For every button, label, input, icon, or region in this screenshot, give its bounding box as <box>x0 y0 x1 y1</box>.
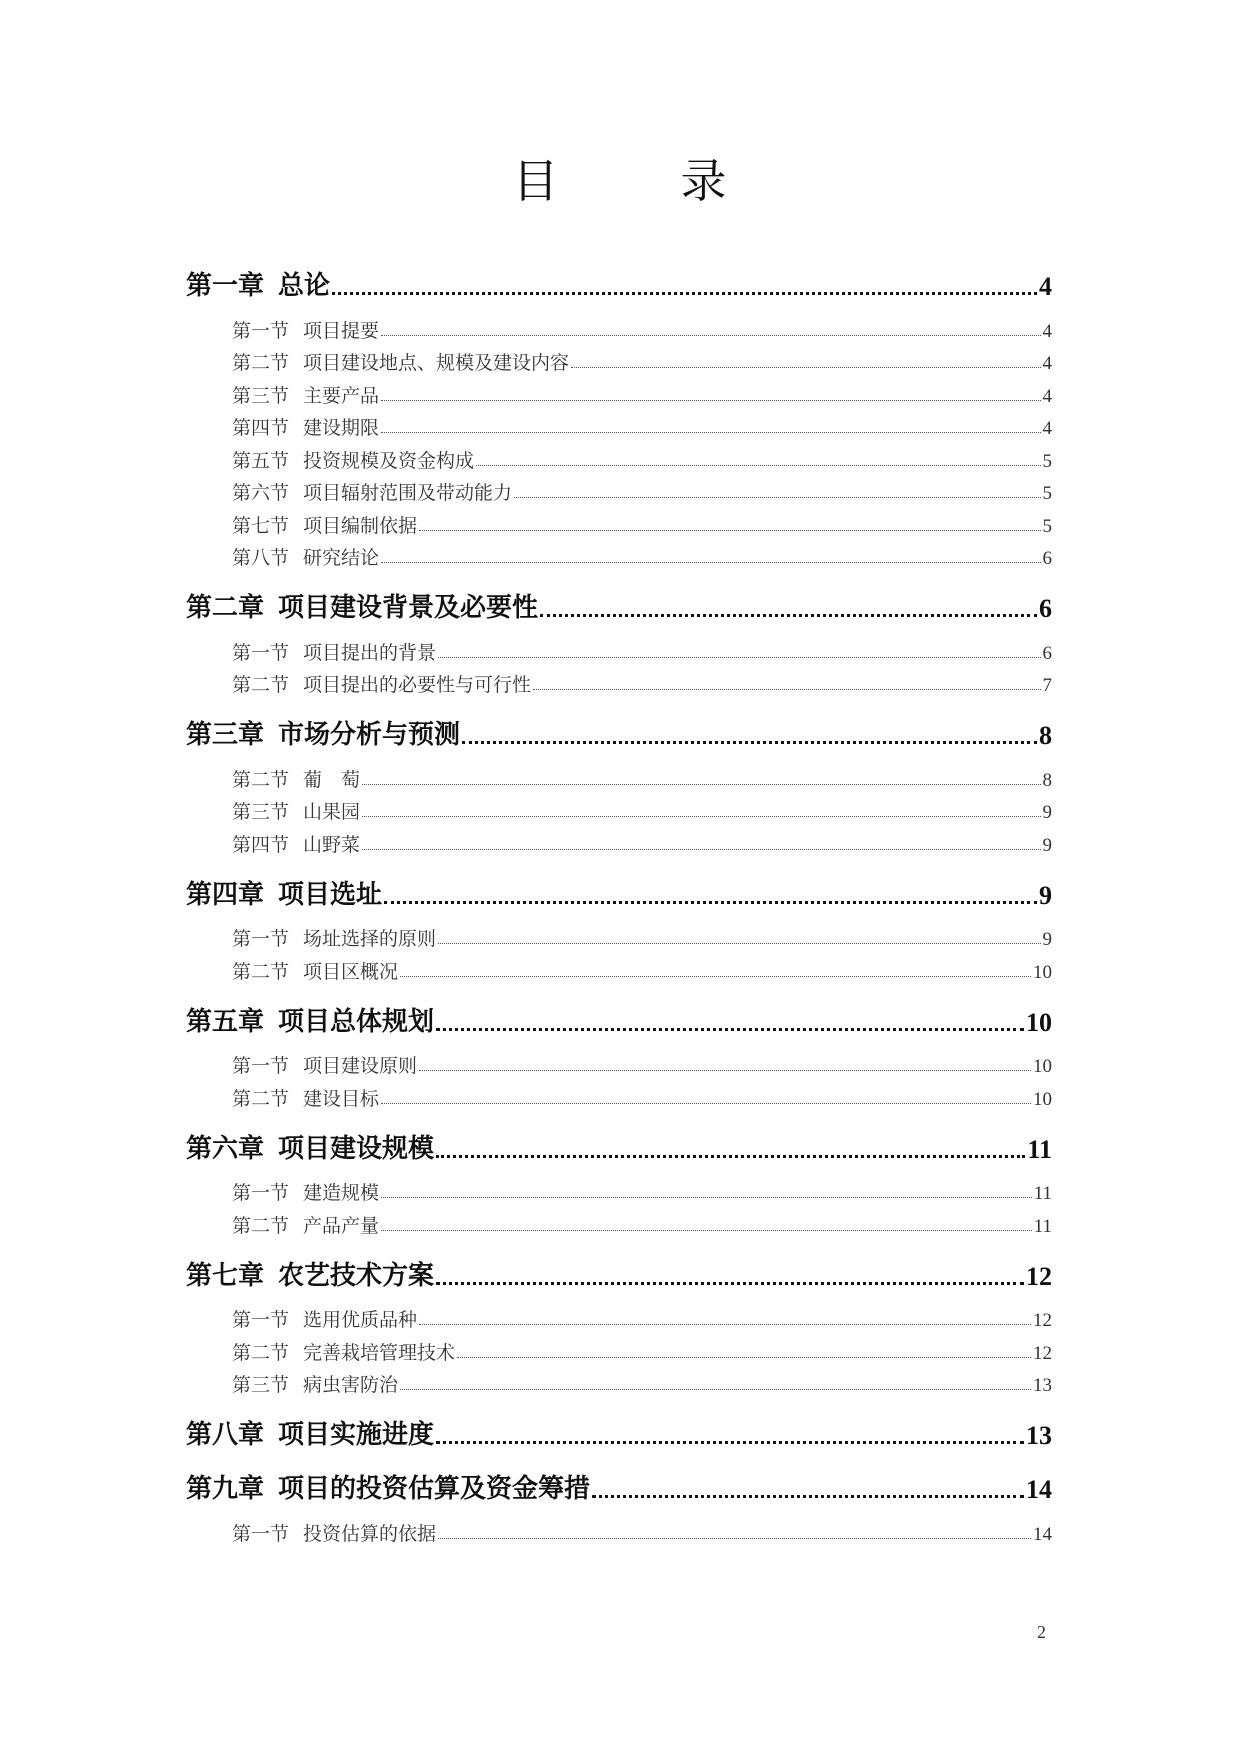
section-number: 第二节 <box>232 1341 290 1364</box>
toc-section-entry[interactable] <box>186 1078 1052 1111</box>
section-page-number: 4 <box>1042 353 1052 374</box>
section-page-number: 9 <box>1042 802 1052 823</box>
toc-section-entry[interactable] <box>186 951 1052 984</box>
section-page-number: 11 <box>1033 1183 1052 1204</box>
section-page-number: 5 <box>1042 450 1052 472</box>
section-number: 第一节 <box>232 319 290 342</box>
section-number: 第一节 <box>232 1522 290 1545</box>
toc-section-entry[interactable] <box>186 1365 1052 1398</box>
toc-section-entry[interactable] <box>186 473 1052 506</box>
dot-leader <box>436 1155 1025 1158</box>
section-page-number: 9 <box>1042 834 1052 856</box>
toc-section-entry[interactable] <box>186 792 1052 825</box>
chapter-number: 第七章 <box>186 1260 265 1291</box>
section-title: 建设期限 <box>303 417 380 439</box>
section-page-number: 10 <box>1033 1056 1052 1077</box>
dot-leader <box>419 530 1040 531</box>
toc-chapter-entry[interactable] <box>186 1415 1052 1451</box>
title-char-right: 录 <box>680 154 729 208</box>
dot-leader <box>436 1028 1024 1031</box>
toc-section-entry[interactable] <box>186 632 1052 665</box>
section-title: 投资估算的依据 <box>303 1522 437 1545</box>
chapter-title: 项目选址 <box>278 879 383 910</box>
toc-section-entry[interactable] <box>186 343 1052 376</box>
toc-chapter-entry[interactable] <box>186 588 1052 624</box>
section-number: 第二节 <box>232 768 290 791</box>
section-page-number: 4 <box>1042 320 1052 342</box>
chapter-number: 第五章 <box>186 1006 265 1037</box>
toc-section-entry[interactable] <box>186 1332 1052 1365</box>
dot-leader <box>332 292 1037 295</box>
section-number: 第三节 <box>232 384 290 407</box>
dot-leader <box>381 1197 1032 1198</box>
section-number: 第四节 <box>232 833 290 856</box>
section-page-number: 14 <box>1033 1523 1052 1545</box>
section-title: 完善栽培管理技术 <box>303 1341 456 1364</box>
page-number: 2 <box>1037 1622 1046 1642</box>
dot-leader <box>436 1282 1024 1285</box>
section-title: 病虫害防治 <box>303 1374 399 1396</box>
toc-chapter-entry[interactable] <box>186 1256 1052 1292</box>
dot-leader <box>381 335 1040 336</box>
title-char-left: 目 <box>512 154 561 208</box>
toc-section-entry[interactable] <box>186 440 1052 473</box>
section-title: 葡 萄 <box>303 768 361 791</box>
section-page-number: 13 <box>1033 1375 1052 1396</box>
dot-leader <box>438 657 1040 658</box>
section-title: 项目提出的背景 <box>303 641 437 664</box>
chapter-number: 第六章 <box>186 1133 265 1164</box>
section-page-number: 10 <box>1033 1088 1052 1110</box>
section-title: 项目辐射范围及带动能力 <box>303 482 513 504</box>
section-title: 选用优质品种 <box>303 1309 418 1331</box>
toc-section-entry[interactable] <box>186 375 1052 408</box>
chapter-page-number: 4 <box>1039 272 1052 301</box>
dot-leader <box>400 1389 1031 1390</box>
section-title: 研究结论 <box>303 547 380 569</box>
toc-chapter-entry[interactable] <box>186 1002 1052 1038</box>
chapter-title: 市场分析与预测 <box>278 720 461 750</box>
section-title: 项目区概况 <box>303 960 399 983</box>
chapter-page-number: 14 <box>1026 1475 1052 1504</box>
toc-section-entry[interactable] <box>186 759 1052 792</box>
chapter-page-number: 8 <box>1039 721 1052 750</box>
section-page-number: 12 <box>1033 1310 1052 1331</box>
section-page-number: 6 <box>1042 642 1052 664</box>
section-number: 第四节 <box>232 417 290 439</box>
page-title <box>0 145 1241 211</box>
dot-leader <box>419 1324 1031 1325</box>
chapter-number: 第八章 <box>186 1420 265 1450</box>
section-page-number: 8 <box>1042 769 1052 791</box>
chapter-number: 第三章 <box>186 720 265 750</box>
section-page-number: 12 <box>1033 1342 1052 1364</box>
toc-section-entry[interactable] <box>186 824 1052 857</box>
dot-leader <box>438 943 1040 944</box>
chapter-number: 第一章 <box>186 271 265 301</box>
section-number: 第二节 <box>232 1087 290 1110</box>
section-number: 第二节 <box>232 352 290 374</box>
chapter-title: 农艺技术方案 <box>278 1260 435 1291</box>
section-number: 第五节 <box>232 449 290 472</box>
chapter-page-number: 12 <box>1026 1261 1052 1291</box>
dot-leader <box>400 976 1031 977</box>
section-number: 第六节 <box>232 482 290 504</box>
dot-leader <box>362 784 1040 785</box>
section-number: 第一节 <box>232 928 290 950</box>
dot-leader <box>436 1441 1024 1444</box>
section-page-number: 5 <box>1042 483 1052 504</box>
section-page-number: 4 <box>1042 418 1052 439</box>
section-number: 第一节 <box>232 1309 290 1331</box>
section-title: 产品产量 <box>303 1214 380 1237</box>
section-title: 项目提要 <box>303 319 380 342</box>
toc-chapter-entry[interactable] <box>186 266 1052 302</box>
section-page-number: 5 <box>1042 515 1052 537</box>
section-number: 第八节 <box>232 547 290 569</box>
chapter-number: 第四章 <box>186 879 265 910</box>
dot-leader <box>592 1495 1024 1498</box>
toc-section-entry[interactable] <box>186 538 1052 571</box>
chapter-number: 第二章 <box>186 593 265 623</box>
dot-leader <box>438 1538 1031 1539</box>
dot-leader <box>419 1070 1031 1071</box>
toc-chapter-entry[interactable] <box>186 1469 1052 1505</box>
section-number: 第三节 <box>232 801 290 823</box>
dot-leader <box>362 849 1040 850</box>
dot-leader <box>384 901 1037 904</box>
section-page-number: 4 <box>1042 385 1052 407</box>
toc-section-entry[interactable] <box>186 919 1052 952</box>
toc-section-entry[interactable] <box>186 1205 1052 1238</box>
section-page-number: 6 <box>1042 548 1052 569</box>
dot-leader <box>462 741 1037 744</box>
section-title: 投资规模及资金构成 <box>303 449 475 472</box>
section-number: 第二节 <box>232 1214 290 1237</box>
dot-leader <box>381 1230 1032 1231</box>
dot-leader <box>381 400 1040 401</box>
chapter-title: 总论 <box>278 271 331 301</box>
dot-leader <box>381 562 1040 563</box>
dot-leader <box>571 367 1040 368</box>
toc-chapter-entry[interactable] <box>186 715 1052 751</box>
dot-leader <box>362 816 1040 817</box>
toc-section-entry[interactable] <box>186 1173 1052 1206</box>
section-title: 项目建设地点、规模及建设内容 <box>303 352 570 374</box>
section-title: 建设目标 <box>303 1087 380 1110</box>
section-number: 第二节 <box>232 960 290 983</box>
chapter-title: 项目建设规模 <box>278 1133 435 1164</box>
toc-chapter-entry[interactable] <box>186 875 1052 911</box>
toc-chapter-entry[interactable] <box>186 1129 1052 1165</box>
dot-leader <box>540 614 1037 617</box>
dot-leader <box>381 432 1040 433</box>
toc-section-entry[interactable] <box>186 1300 1052 1333</box>
dot-leader <box>514 497 1040 498</box>
section-number: 第一节 <box>232 1182 290 1204</box>
dot-leader <box>476 465 1040 466</box>
section-page-number: 10 <box>1033 961 1052 983</box>
section-number: 第七节 <box>232 514 290 537</box>
table-of-contents <box>186 266 1052 1546</box>
chapter-title: 项目的投资估算及资金筹措 <box>278 1474 591 1504</box>
section-title: 主要产品 <box>303 384 380 407</box>
section-title: 山果园 <box>303 801 361 823</box>
toc-section-entry[interactable] <box>186 505 1052 538</box>
chapter-title: 项目实施进度 <box>278 1420 435 1450</box>
section-title: 项目提出的必要性与可行性 <box>303 674 532 696</box>
dot-leader <box>533 689 1040 690</box>
section-page-number: 11 <box>1033 1215 1052 1237</box>
toc-section-entry[interactable] <box>186 1046 1052 1079</box>
section-title: 项目编制依据 <box>303 514 418 537</box>
section-page-number: 7 <box>1042 675 1052 696</box>
section-title: 场址选择的原则 <box>303 928 437 950</box>
chapter-page-number: 11 <box>1027 1134 1052 1164</box>
section-title: 项目建设原则 <box>303 1055 418 1077</box>
dot-leader <box>381 1103 1031 1104</box>
toc-section-entry[interactable] <box>186 310 1052 343</box>
section-number: 第二节 <box>232 674 290 696</box>
section-number: 第一节 <box>232 1055 290 1077</box>
chapter-title: 项目总体规划 <box>278 1006 435 1037</box>
section-number: 第一节 <box>232 641 290 664</box>
toc-section-entry[interactable] <box>186 408 1052 441</box>
section-title: 山野菜 <box>303 833 361 856</box>
chapter-page-number: 9 <box>1039 880 1052 910</box>
chapter-title: 项目建设背景及必要性 <box>278 593 539 623</box>
chapter-number: 第九章 <box>186 1474 265 1504</box>
toc-section-entry[interactable] <box>186 1513 1052 1546</box>
chapter-page-number: 13 <box>1026 1421 1052 1450</box>
section-page-number: 9 <box>1042 929 1052 950</box>
section-number: 第三节 <box>232 1374 290 1396</box>
dot-leader <box>457 1357 1031 1358</box>
toc-section-entry[interactable] <box>186 665 1052 698</box>
chapter-page-number: 6 <box>1039 594 1052 623</box>
chapter-page-number: 10 <box>1026 1007 1052 1037</box>
section-title: 建造规模 <box>303 1182 380 1204</box>
